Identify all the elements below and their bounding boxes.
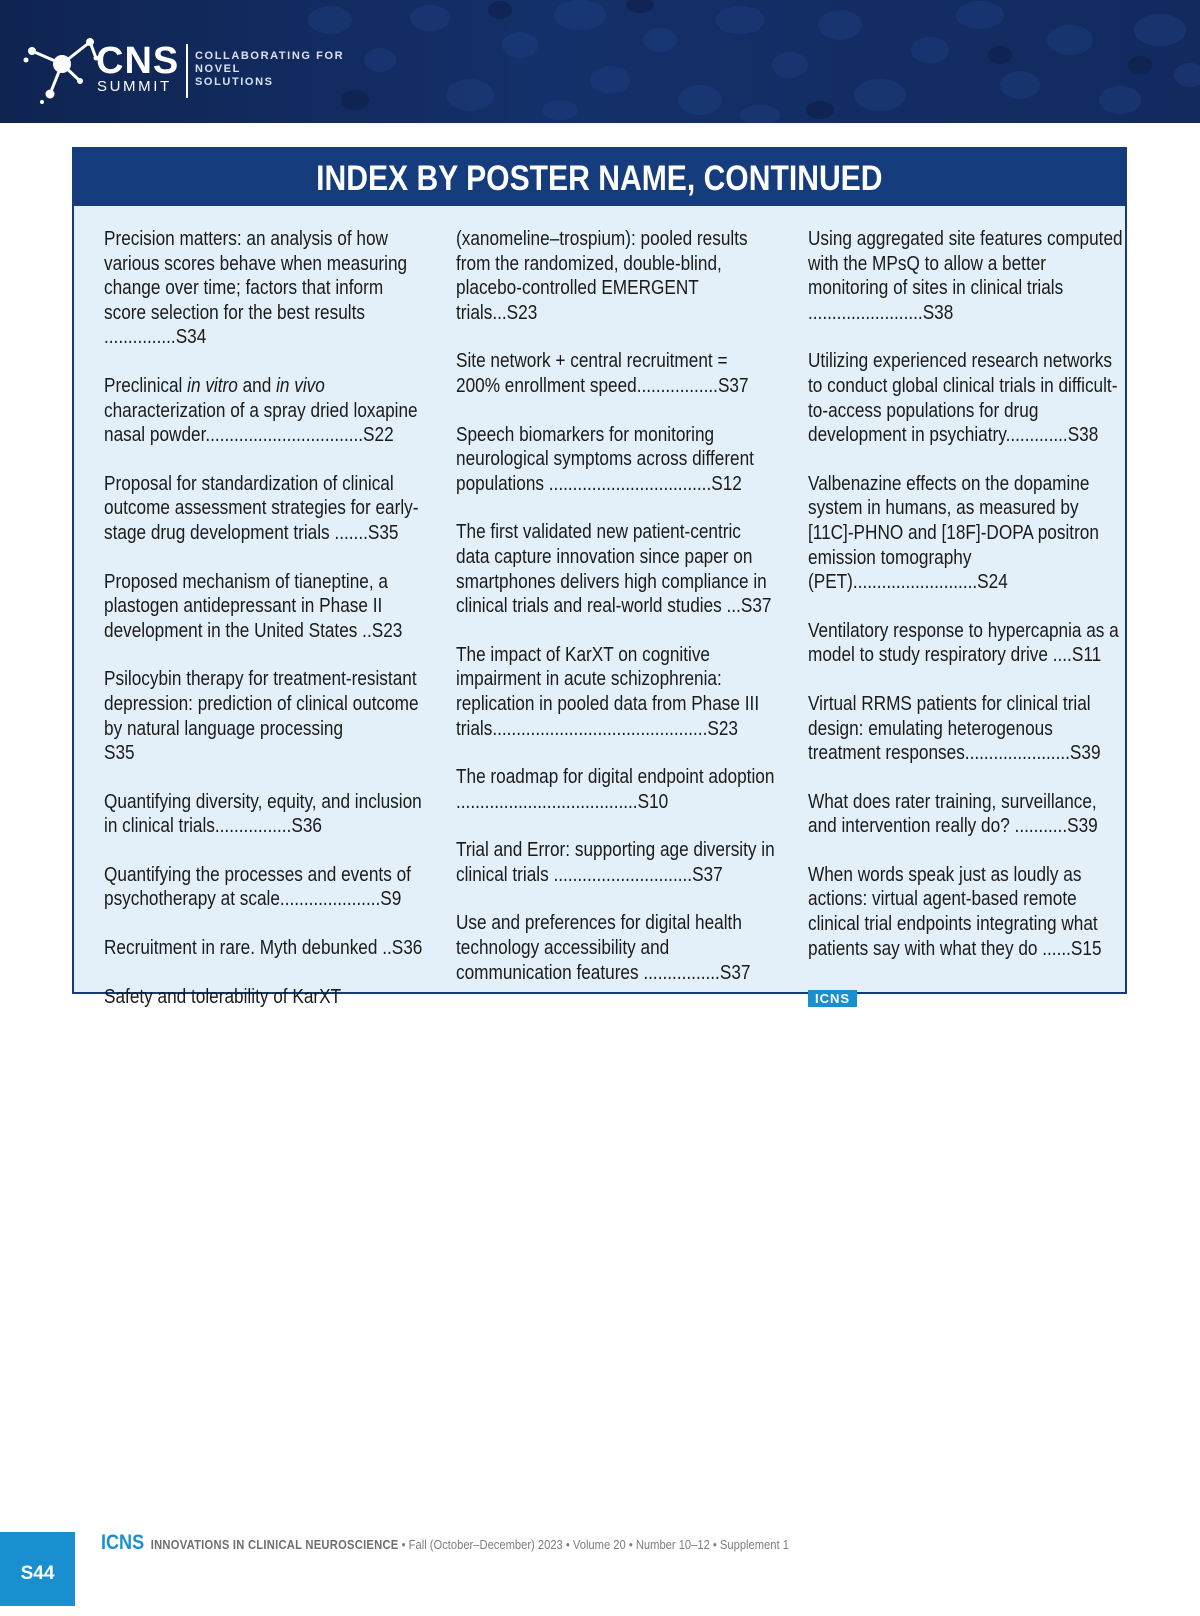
footer-journal-abbr: ICNS bbox=[101, 1531, 145, 1554]
index-entry bbox=[808, 790, 1128, 839]
entry-title: Trial and Error: supporting age diversity in clinical trials ............................. bbox=[456, 839, 775, 886]
entry-page: S9 bbox=[380, 888, 402, 911]
index-entry bbox=[104, 985, 424, 1010]
entry-page: S35 bbox=[104, 742, 135, 765]
entry-title: Speech biomarkers for monitoring neurological symptoms across different populations .................................. bbox=[456, 423, 754, 495]
index-entry bbox=[456, 765, 776, 814]
entry-page: S34 bbox=[175, 326, 207, 349]
index-entry bbox=[456, 520, 776, 618]
footer-issue-info: • Fall (October–December) 2023 • Volume 20 • Number 10–12 • Supplement 1 bbox=[398, 1537, 789, 1552]
logo-tagline bbox=[195, 50, 344, 89]
entry-page: S38 bbox=[1067, 424, 1099, 447]
index-title bbox=[74, 149, 1125, 206]
entry-title: When words speak just as loudly as actions: virtual agent-based remote clinical trial endpoints integrating what patients say with what they do ...... bbox=[808, 863, 1098, 960]
entry-page: S37 bbox=[717, 374, 749, 397]
index-entry bbox=[104, 790, 424, 839]
index-column-1 bbox=[104, 227, 424, 1033]
logo-divider bbox=[186, 44, 188, 98]
entry-title: (xanomeline–trospium): pooled results from the randomized, double-blind, placebo-controlled EMERGENT trials... bbox=[456, 228, 748, 324]
entry-title: The roadmap for digital endpoint adoption ...................................... bbox=[456, 766, 775, 813]
index-column-2 bbox=[456, 227, 776, 1009]
index-entry bbox=[456, 838, 776, 887]
entry-title-part: characterization of a spray dried loxapine nasal powder................................. bbox=[104, 399, 418, 447]
entry-title: What does rater training, surveillance, and intervention really do? ........... bbox=[808, 790, 1097, 838]
index-entry bbox=[808, 692, 1128, 766]
entry-title: The impact of KarXT on cognitive impairment in acute schizophrenia: replication in pooled data from Phase III trials............................................. bbox=[456, 643, 760, 740]
entry-page: S11 bbox=[1071, 644, 1102, 667]
index-entry bbox=[104, 227, 424, 350]
entry-page: S38 bbox=[922, 301, 954, 324]
entry-title: Ventilatory response to hypercapnia as a model to study respiratory drive .... bbox=[808, 619, 1119, 667]
index-entry bbox=[456, 643, 776, 741]
index-entry bbox=[808, 619, 1128, 668]
index-entry bbox=[808, 472, 1128, 595]
entry-page: S23 bbox=[371, 619, 403, 642]
tagline-line-1: COLLABORATING FOR bbox=[195, 50, 345, 62]
entry-title: The first validated new patient-centric data capture innovation since paper on smartphones delivers high compliance in clinical trials and real-world studies ... bbox=[456, 521, 767, 618]
entry-page: S37 bbox=[740, 595, 772, 618]
entry-page: S24 bbox=[977, 571, 1008, 594]
footer-journal-name: INNOVATIONS IN CLINICAL NEUROSCIENCE bbox=[150, 1537, 399, 1552]
banner-dot-pattern bbox=[0, 0, 1200, 123]
entry-title: Utilizing experienced research networks to conduct global clinical trials in difficult-to-access populations for drug development in psychiatry............. bbox=[808, 350, 1118, 447]
entry-page: S39 bbox=[1069, 742, 1101, 765]
entry-page: S15 bbox=[1070, 937, 1102, 960]
entry-title: Proposal for standardization of clinical outcome assessment strategies for early-stage drug development trials ....... bbox=[104, 472, 419, 544]
poster-index-box bbox=[72, 147, 1127, 1008]
index-entry bbox=[456, 349, 776, 398]
entry-page: S36 bbox=[391, 937, 423, 960]
entry-title: Precision matters: an analysis of how various scores behave when measuring change over time; factors that inform score selection for the best results ............... bbox=[104, 228, 408, 349]
index-entry bbox=[808, 227, 1128, 325]
footer-citation bbox=[101, 1533, 901, 1555]
logo-summit-text: SUMMIT bbox=[97, 78, 172, 95]
entry-title: Proposed mechanism of tianeptine, a plastogen antidepressant in Phase II development in the United States .. bbox=[104, 570, 388, 642]
entry-title-part: and bbox=[237, 374, 277, 397]
entry-title: Use and preferences for digital health technology accessibility and communication features ................ bbox=[456, 912, 742, 984]
entry-title: Recruitment in rare. Myth debunked .. bbox=[104, 937, 392, 960]
entry-title-italic: in vivo bbox=[276, 374, 325, 397]
entry-title-part: Preclinical bbox=[104, 374, 188, 397]
index-entry bbox=[456, 423, 776, 497]
molecule-icon bbox=[22, 34, 98, 104]
index-entry bbox=[456, 911, 776, 985]
entry-title: Using aggregated site features computed with the MPsQ to allow a better monitoring of sites in clinical trials ........................ bbox=[808, 228, 1123, 324]
entry-title-italic: in vitro bbox=[187, 374, 238, 397]
index-entry bbox=[104, 667, 424, 765]
entry-page: S23 bbox=[707, 717, 738, 740]
entry-page: S35 bbox=[367, 521, 399, 544]
entry-title: Quantifying the processes and events of psychotherapy at scale..................... bbox=[104, 863, 411, 911]
entry-page: S12 bbox=[711, 472, 742, 495]
entry-page: S36 bbox=[291, 815, 322, 838]
page-number-badge: S44 bbox=[0, 1532, 75, 1606]
index-entry bbox=[104, 863, 424, 912]
logo-cns-text: CNS bbox=[96, 40, 180, 82]
entry-title: Safety and tolerability of KarXT bbox=[104, 985, 342, 1008]
index-entry bbox=[456, 227, 776, 325]
index-entry bbox=[104, 936, 424, 961]
entry-title: Quantifying diversity, equity, and inclusion in clinical trials................ bbox=[104, 790, 422, 838]
index-entry bbox=[808, 349, 1128, 447]
entry-page: S39 bbox=[1067, 815, 1098, 838]
entry-title: Psilocybin therapy for treatment-resistant depression: prediction of clinical outcome by natural language processing bbox=[104, 668, 419, 740]
entry-title: Site network + central recruitment = 200% enrollment speed................. bbox=[456, 350, 728, 397]
entry-page: S37 bbox=[692, 863, 723, 886]
index-entry bbox=[104, 570, 424, 644]
entry-page: S22 bbox=[363, 424, 394, 447]
index-entry bbox=[104, 472, 424, 546]
index-entry bbox=[808, 863, 1128, 961]
index-column-3 bbox=[808, 227, 1128, 1008]
index-entry bbox=[104, 374, 424, 448]
tagline-line-3: SOLUTIONS bbox=[195, 76, 274, 88]
entry-page: S10 bbox=[637, 790, 669, 813]
index-title-text: INDEX BY POSTER NAME, CONTINUED bbox=[316, 159, 883, 198]
entry-page: S37 bbox=[719, 961, 751, 984]
header-banner bbox=[0, 0, 1200, 123]
tagline-line-2: NOVEL bbox=[195, 63, 241, 75]
icns-end-tag: ICNS bbox=[808, 990, 857, 1007]
entry-title: Valbenazine effects on the dopamine system in humans, as measured by [11C]-PHNO and [18F]-DOPA positron emission tomography (PET).......................... bbox=[808, 472, 1099, 594]
entry-title: Virtual RRMS patients for clinical trial design: emulating heterogenous treatment responses...................... bbox=[808, 692, 1091, 765]
entry-page: S23 bbox=[506, 301, 538, 324]
